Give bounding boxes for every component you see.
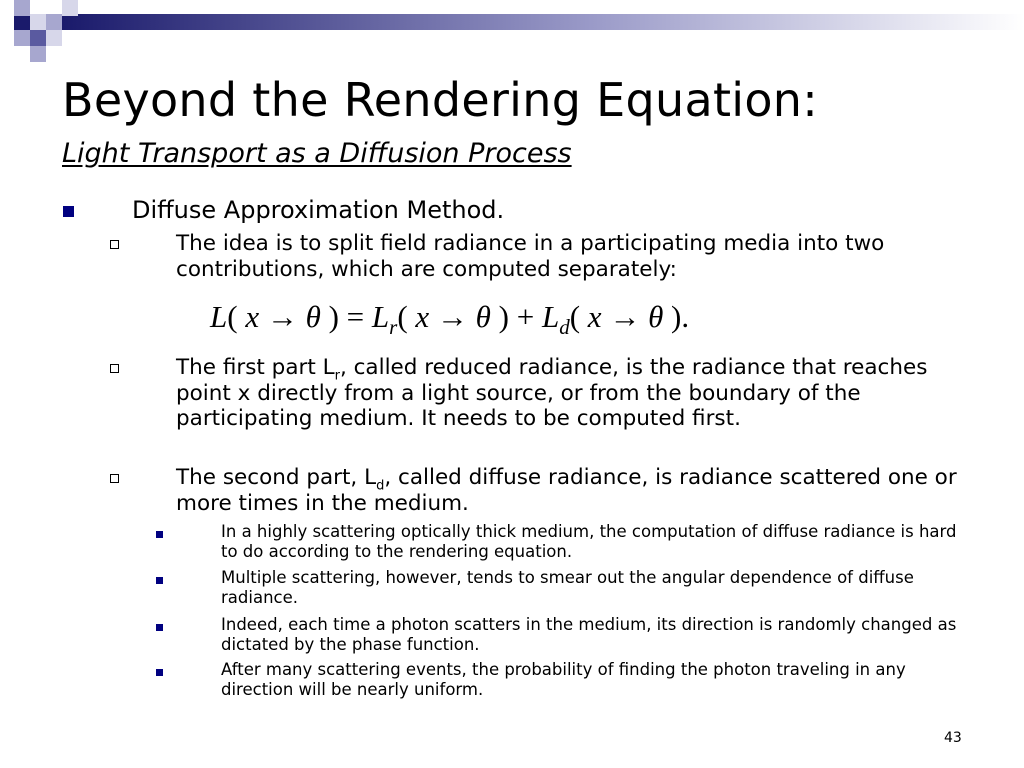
equation-symbol: θ (475, 299, 491, 334)
bullet-l2-text (176, 465, 976, 516)
equation-symbol: → (259, 299, 306, 334)
hollow-square-bullet-icon (110, 364, 119, 373)
header-square-pale (62, 0, 78, 16)
bullet-l2-text-part: , called diffuse radiance, is radiance scattered one or more times in the medium. (176, 465, 957, 516)
equation-symbol: ). (663, 299, 690, 334)
equation-symbol: x (245, 299, 260, 334)
bullet-l2-text (176, 231, 976, 282)
page-number: 43 (944, 730, 962, 746)
equation-symbol: ) (320, 299, 339, 334)
equation-symbol: x (587, 299, 602, 334)
small-square-bullet-icon (156, 669, 163, 676)
bullet-l2-subscript: d (376, 478, 385, 494)
bullet-l2-text (176, 355, 976, 432)
bullet-l2-text-part: The first part L (176, 355, 335, 380)
equation-symbol: L (210, 299, 228, 334)
bullet-l1-text: Diffuse Approximation Method. (132, 196, 505, 224)
bullet-l3-text: Multiple scattering, however, tends to smear out the angular dependence of diffuse radiance. (221, 568, 914, 607)
header-decoration (0, 0, 1024, 70)
equation-symbol: ( (569, 299, 588, 334)
bullet-l3-text: After many scattering events, the probability of finding the photon traveling in any direction will be nearly uniform. (221, 660, 906, 699)
header-square-light (30, 14, 46, 30)
bullet-l2-subscript: r (334, 368, 340, 384)
equation-symbol: → (601, 299, 649, 334)
equation-symbol: L (541, 299, 560, 334)
equation-subscript: d (559, 315, 570, 340)
small-square-bullet-icon (156, 577, 163, 584)
header-square-mid (46, 14, 62, 30)
small-square-bullet-icon (156, 531, 163, 538)
small-square-bullet-icon (156, 624, 163, 631)
slide-title: Beyond the Rendering Equation: (62, 73, 819, 127)
equation-symbol: ( (227, 299, 246, 334)
header-square-pale (46, 30, 62, 46)
equation-subscript: r (389, 315, 398, 340)
bullet-l2-text-part: , called reduced radiance, is the radiance that reaches point x directly from a light source, or from the boundary of the participating medium. It needs to be computed first. (176, 355, 928, 431)
hollow-square-bullet-icon (110, 240, 119, 249)
header-gradient-band (0, 0, 1024, 70)
equation-symbol: ) (490, 299, 509, 334)
bullet-l3-text: In a highly scattering optically thick medium, the computation of diffuse radiance is hard to do according to the rendering equation. (221, 522, 957, 561)
bullet-l3-text: Indeed, each time a photon scatters in the medium, its direction is randomly changed as dictated by the phase function. (221, 615, 957, 654)
header-square-dark (30, 30, 46, 46)
header-square-dark (14, 14, 30, 30)
equation-symbol: = (338, 299, 372, 334)
radiance-split-equation (210, 297, 690, 340)
bullet-l2-text-content: The idea is to split field radiance in a participating media into two contributions, which are computed separately: (176, 231, 885, 282)
slide-subtitle: Light Transport as a Diffusion Process (62, 138, 572, 169)
equation-symbol: θ (305, 299, 321, 334)
bullet-square-icon (63, 206, 74, 217)
header-square-mid (14, 30, 30, 46)
equation-symbol: ( (397, 299, 416, 334)
equation-symbol: x (415, 299, 430, 334)
header-square-dark (14, 0, 30, 16)
header-square-mid (30, 46, 46, 62)
equation-symbol: L (371, 299, 390, 334)
bullet-l2-text-part: The second part, L (176, 465, 377, 490)
equation-symbol: θ (648, 299, 664, 334)
hollow-square-bullet-icon (110, 474, 119, 483)
equation-symbol: + (508, 299, 542, 334)
equation-symbol: → (429, 299, 476, 334)
